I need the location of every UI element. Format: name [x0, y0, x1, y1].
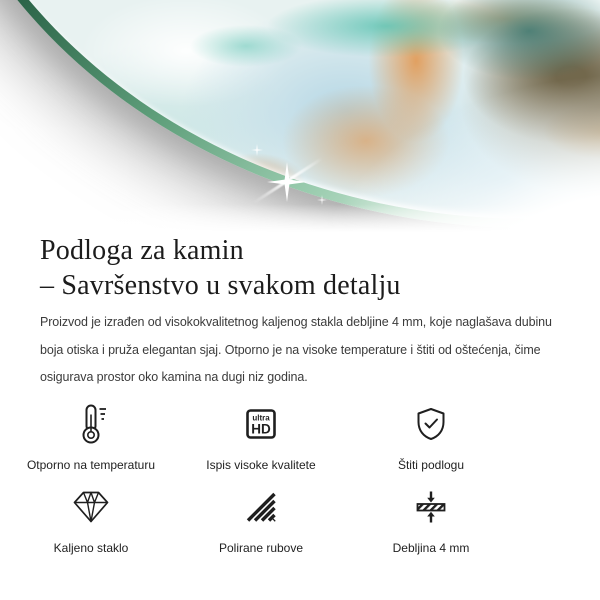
- page-title-line2: – Savršenstvo u svakom detalju: [40, 270, 401, 301]
- polished-edges-icon: [245, 483, 277, 531]
- feature-label: Kaljeno staklo: [53, 541, 129, 555]
- feature-polished-edges: [176, 483, 346, 555]
- feature-protects: [346, 400, 516, 472]
- feature-thickness: [346, 483, 516, 555]
- features-grid: [6, 400, 516, 555]
- shield-check-icon: [413, 400, 449, 448]
- hero-product-image: [0, 0, 600, 232]
- feature-temperature: [6, 400, 176, 472]
- feature-print-quality: [176, 400, 346, 472]
- product-description: [40, 309, 552, 392]
- svg-text:ultra: ultra: [252, 413, 270, 423]
- thermometer-icon: [69, 400, 113, 448]
- page-title-line1: Podloga za kamin: [40, 235, 244, 266]
- svg-text:HD: HD: [251, 421, 271, 437]
- description-line: boja otiska i pruža elegantan sjaj. Otporno je na visoke temperature i štiti od oštećenja, čime: [40, 342, 541, 357]
- description-line: osigurava prostor oko kamina na dugi niz godina.: [40, 370, 308, 384]
- feature-tempered-glass: [6, 483, 176, 555]
- thickness-compress-icon: [414, 483, 448, 531]
- feature-label: Polirane rubove: [218, 541, 304, 555]
- feature-label: Otporno na temperaturu: [26, 458, 156, 472]
- description-line: Proizvod je izrađen od visokokvalitetnog kaljenog stakla debljine 4 mm, koje naglašava dubinu: [40, 315, 552, 329]
- round-glass-pad: [0, 0, 600, 228]
- diamond-icon: [72, 483, 110, 531]
- feature-label: Ispis visoke kvalitete: [206, 458, 316, 472]
- page-title: [40, 233, 401, 303]
- feature-label: Debljina 4 mm: [392, 541, 470, 555]
- feature-label: Štiti podlogu: [397, 458, 465, 472]
- ultra-hd-icon: [246, 400, 276, 448]
